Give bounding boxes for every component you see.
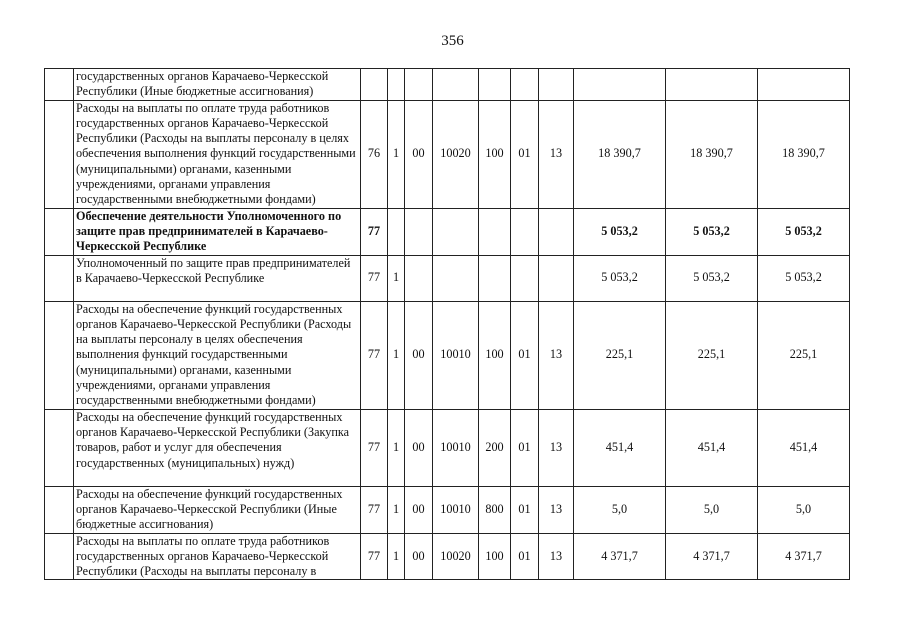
code-exp: 100 xyxy=(479,533,511,580)
code-sect xyxy=(511,255,539,301)
code-sect xyxy=(511,208,539,255)
code-sect: 01 xyxy=(511,533,539,580)
table-row xyxy=(45,486,850,533)
amount-year-1: 5,0 xyxy=(574,486,666,533)
blank-cell xyxy=(45,255,74,301)
amount-year-2: 5 053,2 xyxy=(666,255,758,301)
page-number: 356 xyxy=(441,33,464,49)
code-sect: 01 xyxy=(511,301,539,409)
code-sub xyxy=(388,208,405,255)
amount-year-3: 451,4 xyxy=(758,409,850,486)
amount-year-2: 5,0 xyxy=(666,486,758,533)
row-name: Уполномоченный по защите прав предпринимателей в Карачаево-Черкесской Республике xyxy=(74,255,361,301)
table-row xyxy=(45,533,850,580)
code-prog: 00 xyxy=(405,486,433,533)
table-row xyxy=(45,301,850,409)
row-name: Расходы на выплаты по оплате труда работников государственных органов Карачаево-Черкесской Республики (Расходы на выплаты персоналу в xyxy=(74,533,361,580)
table-row xyxy=(45,69,850,101)
amount-year-3: 18 390,7 xyxy=(758,100,850,208)
amount-year-1: 5 053,2 xyxy=(574,208,666,255)
code-prog xyxy=(405,69,433,101)
amount-year-2: 4 371,7 xyxy=(666,533,758,580)
blank-cell xyxy=(45,100,74,208)
code-dir: 10010 xyxy=(433,486,479,533)
code-subsect xyxy=(539,208,574,255)
code-subsect xyxy=(539,255,574,301)
code-exp xyxy=(479,69,511,101)
amount-year-3: 225,1 xyxy=(758,301,850,409)
code-dir: 10020 xyxy=(433,100,479,208)
code-sub: 1 xyxy=(388,486,405,533)
blank-cell xyxy=(45,301,74,409)
code-subsect: 13 xyxy=(539,301,574,409)
row-name: Обеспечение деятельности Уполномоченного по защите прав предпринимателей в Карачаево-Черкесской Республике xyxy=(74,208,361,255)
code-sect xyxy=(511,69,539,101)
blank-cell xyxy=(45,486,74,533)
amount-year-3: 5 053,2 xyxy=(758,255,850,301)
code-subsect: 13 xyxy=(539,100,574,208)
amount-year-1: 451,4 xyxy=(574,409,666,486)
code-subsect: 13 xyxy=(539,486,574,533)
code-sub: 1 xyxy=(388,409,405,486)
code-gr: 76 xyxy=(361,100,388,208)
amount-year-3: 4 371,7 xyxy=(758,533,850,580)
amount-year-3: 5 053,2 xyxy=(758,208,850,255)
code-gr xyxy=(361,69,388,101)
row-name: государственных органов Карачаево-Черкесской Республики (Иные бюджетные ассигнования) xyxy=(74,69,361,101)
amount-year-2: 18 390,7 xyxy=(666,100,758,208)
amount-year-2: 5 053,2 xyxy=(666,208,758,255)
code-prog xyxy=(405,255,433,301)
amount-year-3: 5,0 xyxy=(758,486,850,533)
code-gr: 77 xyxy=(361,301,388,409)
code-dir: 10020 xyxy=(433,533,479,580)
amount-year-2 xyxy=(666,69,758,101)
code-sub: 1 xyxy=(388,301,405,409)
table-row xyxy=(45,100,850,208)
code-subsect xyxy=(539,69,574,101)
code-prog: 00 xyxy=(405,533,433,580)
code-sect: 01 xyxy=(511,409,539,486)
row-name: Расходы на обеспечение функций государственных органов Карачаево-Черкесской Республики (Расходы на выплаты персоналу в целях обеспечения выполнения функций государственными (муниципальными) органами, казенными учреждениями, органами управления государственными внебюджетными фондами) xyxy=(74,301,361,409)
code-dir xyxy=(433,69,479,101)
code-gr: 77 xyxy=(361,409,388,486)
code-gr: 77 xyxy=(361,533,388,580)
blank-cell xyxy=(45,208,74,255)
row-name: Расходы на обеспечение функций государственных органов Карачаево-Черкесской Республики (Иные бюджетные ассигнования) xyxy=(74,486,361,533)
amount-year-2: 451,4 xyxy=(666,409,758,486)
code-dir: 10010 xyxy=(433,301,479,409)
code-exp: 100 xyxy=(479,100,511,208)
code-exp: 200 xyxy=(479,409,511,486)
amount-year-1: 225,1 xyxy=(574,301,666,409)
budget-table xyxy=(44,68,850,580)
code-subsect: 13 xyxy=(539,409,574,486)
code-sub: 1 xyxy=(388,533,405,580)
code-exp: 100 xyxy=(479,301,511,409)
code-sub: 1 xyxy=(388,100,405,208)
amount-year-2: 225,1 xyxy=(666,301,758,409)
code-prog: 00 xyxy=(405,301,433,409)
table-row xyxy=(45,208,850,255)
code-gr: 77 xyxy=(361,486,388,533)
row-name: Расходы на обеспечение функций государственных органов Карачаево-Черкесской Республики (Закупка товаров, работ и услуг для обеспечения государственных (муниципальных) нужд) xyxy=(74,409,361,486)
blank-cell xyxy=(45,409,74,486)
code-prog xyxy=(405,208,433,255)
code-sect: 01 xyxy=(511,486,539,533)
code-sect: 01 xyxy=(511,100,539,208)
code-sub: 1 xyxy=(388,255,405,301)
amount-year-1: 4 371,7 xyxy=(574,533,666,580)
code-prog: 00 xyxy=(405,100,433,208)
table-row xyxy=(45,255,850,301)
amount-year-3 xyxy=(758,69,850,101)
code-dir: 10010 xyxy=(433,409,479,486)
code-subsect: 13 xyxy=(539,533,574,580)
code-sub xyxy=(388,69,405,101)
code-exp xyxy=(479,208,511,255)
code-exp: 800 xyxy=(479,486,511,533)
table-row xyxy=(45,409,850,486)
code-prog: 00 xyxy=(405,409,433,486)
code-gr: 77 xyxy=(361,255,388,301)
code-exp xyxy=(479,255,511,301)
blank-cell xyxy=(45,533,74,580)
code-dir xyxy=(433,208,479,255)
amount-year-1 xyxy=(574,69,666,101)
code-dir xyxy=(433,255,479,301)
blank-cell xyxy=(45,69,74,101)
row-name: Расходы на выплаты по оплате труда работников государственных органов Карачаево-Черкесской Республики (Расходы на выплаты персоналу в целях обеспечения выполнения функций государственными (муниципальными) органами, казенными учреждениями, органами управления государственными внебюджетными фондами) xyxy=(74,100,361,208)
code-gr: 77 xyxy=(361,208,388,255)
amount-year-1: 18 390,7 xyxy=(574,100,666,208)
amount-year-1: 5 053,2 xyxy=(574,255,666,301)
